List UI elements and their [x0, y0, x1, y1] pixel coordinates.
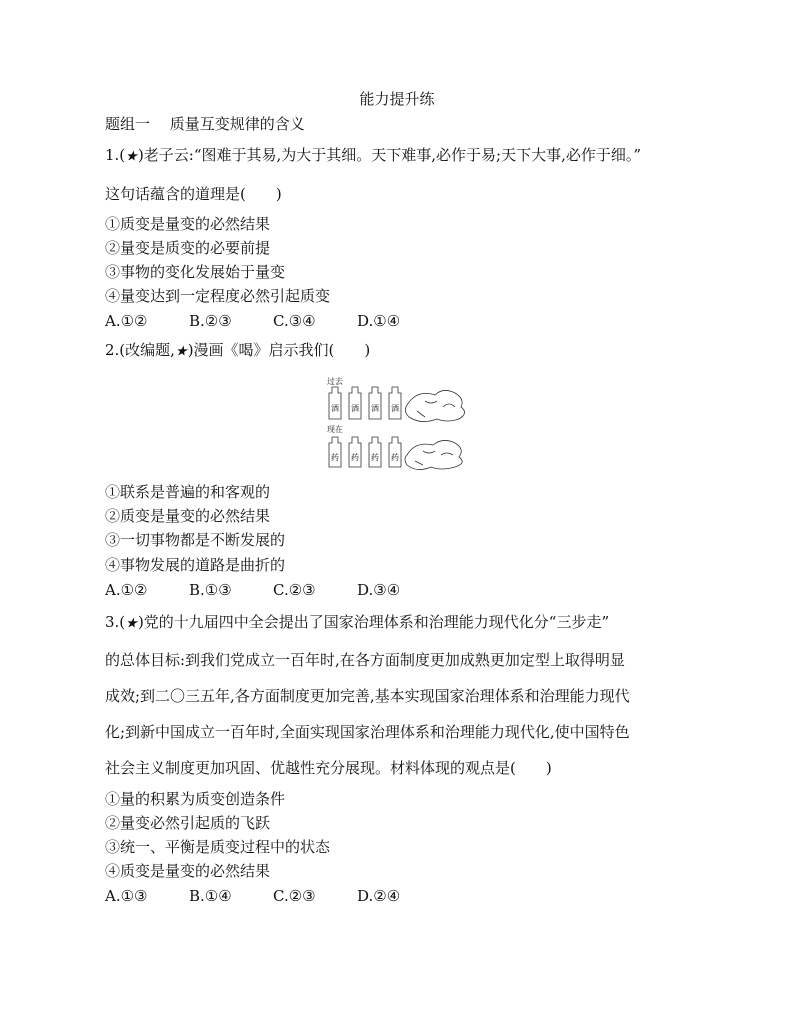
q1-statement-3: ③事物的变化发展始于量变 — [105, 263, 286, 281]
q1-number: 1.( — [105, 146, 126, 164]
bottle-label-present-1: 药 — [331, 453, 339, 462]
q1-options — [105, 311, 441, 331]
bottle-present-1 — [329, 437, 341, 467]
comic-drink-image — [325, 375, 471, 471]
q3-stem-line-5: 社会主义制度更加巩固、优越性充分展现。材料体现的观点是( ) — [105, 759, 552, 777]
q3-option-b[interactable]: B.①④ — [189, 887, 232, 905]
q3-stem-text: )党的十九届四中全会提出了国家治理体系和治理能力现代化分“三步走” — [137, 613, 610, 631]
q3-statement-1: ①量的积累为质变创造条件 — [105, 790, 286, 808]
difficulty-star-icon: ★ — [126, 616, 137, 630]
bottle-label-past-2: 酒 — [351, 404, 359, 413]
q1-option-c[interactable]: C.③④ — [273, 312, 316, 330]
q1-statement-1: ①质变是量变的必然结果 — [105, 215, 271, 233]
q2-option-a[interactable]: A.①② — [105, 581, 148, 599]
comic-present-label: 现在 — [327, 425, 343, 434]
bottle-past-2 — [349, 387, 361, 419]
q2-options — [105, 580, 441, 600]
bottle-past-1 — [329, 387, 341, 419]
bottle-label-present-2: 药 — [351, 453, 359, 462]
bottle-label-present-3: 药 — [371, 453, 379, 462]
q2-option-c[interactable]: C.②③ — [273, 581, 316, 599]
q1-stem-line-1 — [105, 145, 641, 166]
q2-stem-line — [105, 340, 370, 361]
q2-option-b[interactable]: B.①③ — [189, 581, 232, 599]
q3-statement-3: ③统一、平衡是质变过程中的状态 — [105, 838, 331, 856]
q3-stem-line-1 — [105, 612, 609, 633]
q2-statement-4: ④事物发展的道路是曲折的 — [105, 556, 286, 574]
drinker-past-figure — [405, 390, 464, 421]
page-title: 能力提升练 — [359, 90, 435, 108]
q3-stem-line-4: 化;到新中国成立一百年时,全面实现国家治理体系和治理能力现代化,使中国特色 — [105, 723, 630, 741]
q2-number: 2.(改编题, — [105, 341, 175, 359]
bottle-present-4 — [389, 437, 401, 467]
q1-statement-2: ②量变是质变的必要前提 — [105, 239, 271, 257]
q2-option-d[interactable]: D.③④ — [357, 581, 401, 599]
bottle-label-past-1: 酒 — [331, 404, 339, 413]
q1-stem-text: )老子云:“图难于其易,为大于其细。天下难事,必作于易;天下大事,必作于细。” — [137, 146, 642, 164]
q3-option-a[interactable]: A.①③ — [105, 887, 148, 905]
bottle-present-3 — [369, 437, 381, 467]
q1-option-b[interactable]: B.②③ — [189, 312, 232, 330]
q3-stem-line-3: 成效;到二〇三五年,各方面制度更加完善,基本实现国家治理体系和治理能力现代 — [105, 687, 630, 705]
q2-statement-1: ①联系是普遍的和客观的 — [105, 483, 271, 501]
bottle-label-present-4: 药 — [391, 453, 399, 462]
q1-stem-line-2: 这句话蕴含的道理是( ) — [105, 185, 282, 203]
q3-stem-line-2: 的总体目标:到我们党成立一百年时,在各方面制度更加成熟更加定型上取得明显 — [105, 651, 625, 669]
bottle-present-2 — [349, 437, 361, 467]
bottle-past-3 — [369, 387, 381, 419]
q3-option-c[interactable]: C.②③ — [273, 887, 316, 905]
drinker-present-figure — [405, 440, 462, 469]
difficulty-star-icon: ★ — [126, 149, 137, 163]
bottle-label-past-3: 酒 — [371, 404, 379, 413]
q3-option-d[interactable]: D.②④ — [357, 887, 401, 905]
q1-option-d[interactable]: D.①④ — [357, 312, 401, 330]
bottle-label-past-4: 酒 — [391, 404, 399, 413]
q3-statement-2: ②量变必然引起质的飞跃 — [105, 814, 271, 832]
q3-statement-4: ④质变是量变的必然结果 — [105, 862, 271, 880]
q3-number: 3.( — [105, 613, 126, 631]
q1-option-a[interactable]: A.①② — [105, 312, 148, 330]
q1-statement-4: ④量变达到一定程度必然引起质变 — [105, 287, 331, 305]
comic-past-label: 过去 — [327, 377, 343, 386]
q3-options — [105, 886, 441, 906]
difficulty-star-icon: ★ — [175, 344, 187, 358]
section-heading: 题组一 质量互变规律的含义 — [105, 115, 305, 133]
q2-statement-3: ③一切事物都是不断发展的 — [105, 531, 286, 549]
q2-stem-text: )漫画《喝》启示我们( ) — [187, 341, 371, 359]
q2-statement-2: ②质变是量变的必然结果 — [105, 507, 271, 525]
bottle-past-4 — [389, 387, 401, 419]
